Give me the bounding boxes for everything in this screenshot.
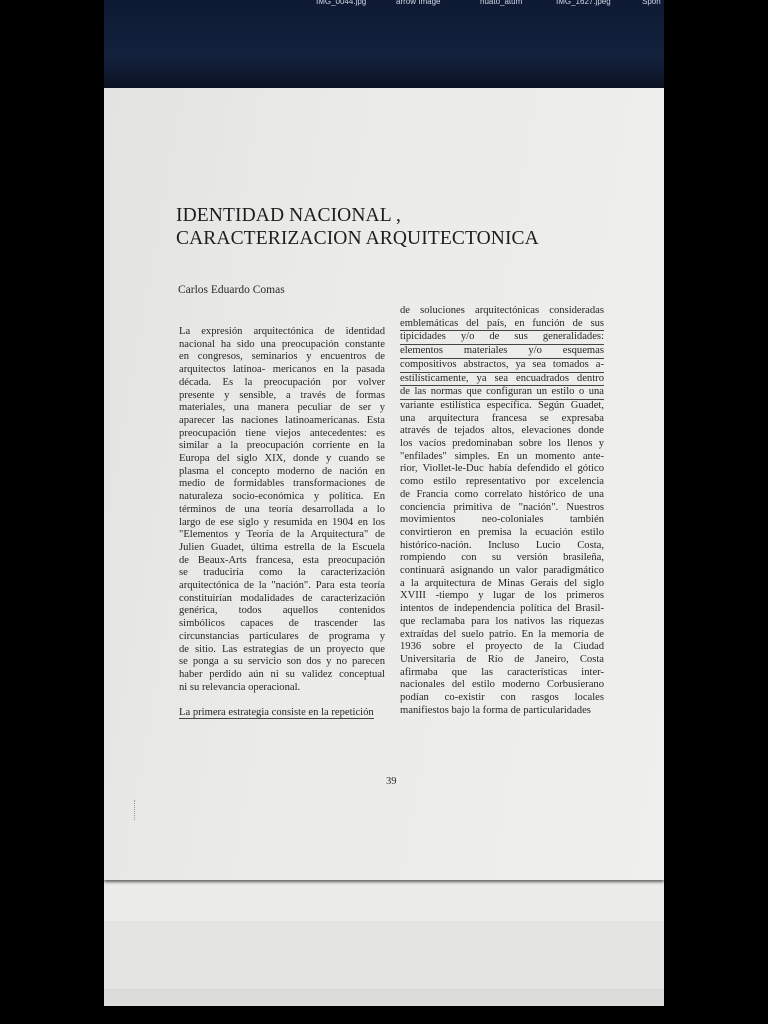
- text-line: rompiendo con su versión brasileña,: [400, 552, 604, 564]
- underlying-sheet: [104, 990, 664, 1006]
- underlined-text: de las normas que configuran un estilo o una: [400, 386, 604, 400]
- text-line: simbólicos capaces de trascender las: [179, 618, 385, 630]
- text-line: se ponga a su servicio son dos y no parecen: [179, 656, 385, 668]
- text-line: genérica, todos aquellos contenidos: [179, 605, 385, 617]
- document-page: [104, 88, 664, 880]
- text-line: naturaleza socio-económica y política. En: [179, 491, 385, 503]
- author-name: Carlos Eduardo Comas: [178, 284, 285, 296]
- text-line: extraídas del suelo patrio. En la memoria de: [400, 628, 604, 640]
- text-line: movimientos neo-coloniales también: [400, 514, 604, 526]
- scan-marks: [134, 800, 139, 820]
- underlined-text: elementos materiales y/o esquemas: [400, 345, 604, 359]
- text-line: continuará asignando un valor paradigmático: [400, 565, 604, 577]
- text-line: através de tejados altos, elevaciones donde: [400, 425, 604, 437]
- text-line: los vacíos predominaban sobre los llenos y: [400, 438, 604, 450]
- underlined-text: La primera estrategia consiste en la repetición: [179, 707, 374, 719]
- underlined-text: emblemáticas del país, en función de sus: [400, 318, 604, 332]
- underlined-text: compositivos abstractos, ya sea tomados a-: [400, 359, 604, 373]
- underlined-text: estilísticamente, ya sea encuadrados dentro: [400, 373, 604, 387]
- text-line: a la arquitectura de Minas Gerais del siglo: [400, 577, 604, 589]
- text-line: histórico-nación. Incluso Lucio Costa,: [400, 539, 604, 551]
- text-line: que reclamaba para los nativos las riquezas: [400, 615, 604, 627]
- text-line: términos de una teoría desarrollada a lo: [179, 503, 385, 515]
- text-line: de Beaux-Arts francesa, esta preocupación: [179, 554, 385, 566]
- text-line: nacionales del estilo moderno Corbusierano: [400, 679, 604, 691]
- text-line: La expresión arquitectónica de identidad: [179, 326, 385, 337]
- page-number: 39: [386, 776, 397, 787]
- text-line: presente y sensible, a través de formas: [179, 389, 385, 401]
- text-line: arquitectónica de la "nación". Para esta teoría: [179, 580, 385, 592]
- text-line: "enfilades" simples. En un momento ante-: [400, 450, 604, 462]
- left-text-column: [179, 326, 385, 720]
- desktop-background: [104, 0, 664, 95]
- text-line: [179, 707, 385, 720]
- text-line: nacional ha sido una preocupación constante: [179, 338, 385, 350]
- text-line: [400, 345, 604, 359]
- text-line: afirmaba que las características inter-: [400, 666, 604, 678]
- text-line: ni su relevancia operacional.: [179, 681, 301, 693]
- text-line: Europa del siglo XIX, donde y cuando se: [179, 453, 385, 465]
- desktop-icon-label[interactable]: arrow Image: [396, 0, 441, 6]
- text-line: materiales, una manera peculiar de ser y: [179, 402, 385, 414]
- desktop-icon-label[interactable]: IMG_0044.jpg: [316, 0, 367, 6]
- text-line: podían co-existir con rasgos locales: [400, 692, 604, 704]
- right-text-column: [400, 305, 604, 718]
- text-line: de soluciones arquitectónicas consideradas: [400, 305, 604, 316]
- text-line: [400, 386, 604, 400]
- article-title: [176, 204, 596, 250]
- text-line: XVIII -tiempo y lugar de los primeros: [400, 590, 604, 602]
- text-line: variante estilística específica. Según Guadet,: [400, 399, 604, 411]
- text-line: Universitaria de Río de Janeiro, Costa: [400, 653, 604, 665]
- title-line: CARACTERIZACION ARQUITECTONICA: [176, 228, 539, 249]
- desktop-icon-label[interactable]: Spon: [642, 0, 661, 6]
- text-line: plasma el concepto moderno de nación en: [179, 465, 385, 477]
- underlying-sheet: [104, 922, 664, 992]
- text-line: 1936 sobre el proyecto de la Ciudad: [400, 641, 604, 653]
- text-line: intentos de independencia política del Brasil-: [400, 603, 604, 615]
- desktop-icon-label[interactable]: IMG_1627.jpeg: [556, 0, 611, 6]
- text-line: haber perdido aún ni su validez conceptual: [179, 668, 385, 680]
- text-line: circunstancias particulares de programa y: [179, 630, 385, 642]
- text-line: similar a la preocupación corriente en la: [179, 440, 385, 452]
- text-line: arquitectos latinoa- mericanos en la pasada: [179, 364, 385, 376]
- text-line: aparecer las naciones latinoamericanas. Esta: [179, 414, 385, 426]
- text-line: medio de formidables transformaciones de: [179, 478, 385, 490]
- text-line: conciencia primitiva de "nación". Nuestros: [400, 501, 604, 513]
- text-line: largo de ese siglo y resumida en 1904 en los: [179, 516, 385, 528]
- text-line: "Elementos y Teoría de la Arquitectura" de: [179, 529, 385, 541]
- text-line: una arquitectura francesa se expresaba: [400, 412, 604, 424]
- text-line: manifiestos bajo la forma de particularidades: [400, 704, 591, 716]
- text-line: [400, 373, 604, 387]
- text-line: preocupación tiene viejos antecedentes: es: [179, 427, 385, 439]
- text-line: [400, 331, 604, 345]
- text-line: [400, 359, 604, 373]
- text-line: se traduciría como la caracterización: [179, 567, 385, 579]
- text-line: [400, 318, 604, 332]
- text-line: rior, Viollet-le-Duc había defendido el gótico: [400, 463, 604, 475]
- text-line: de sitio. Las estrategias de un proyecto que: [179, 643, 385, 655]
- paragraph-gap: [179, 694, 385, 707]
- text-line: década. Es la preocupación por volver: [179, 376, 385, 388]
- text-line: de Francia como correlato histórico de una: [400, 488, 604, 500]
- underlying-sheet: [104, 878, 664, 924]
- text-line: convirtieron en premisa la ecuación estilo: [400, 526, 604, 538]
- title-line: IDENTIDAD NACIONAL ,: [176, 205, 401, 226]
- desktop-icon-label[interactable]: huato_atum: [480, 0, 523, 6]
- underlined-text: tipicidades y/o de sus generalidades:: [400, 331, 604, 345]
- text-line: Julien Guadet, última estrella de la Escuela: [179, 541, 385, 553]
- text-line: como estilo representativo por excelencia: [400, 476, 604, 488]
- text-line: constituirían modalidades de caracterización: [179, 592, 385, 604]
- desktop-icon-labels: [104, 0, 664, 10]
- text-line: en congresos, seminarios y encuentros de: [179, 351, 385, 363]
